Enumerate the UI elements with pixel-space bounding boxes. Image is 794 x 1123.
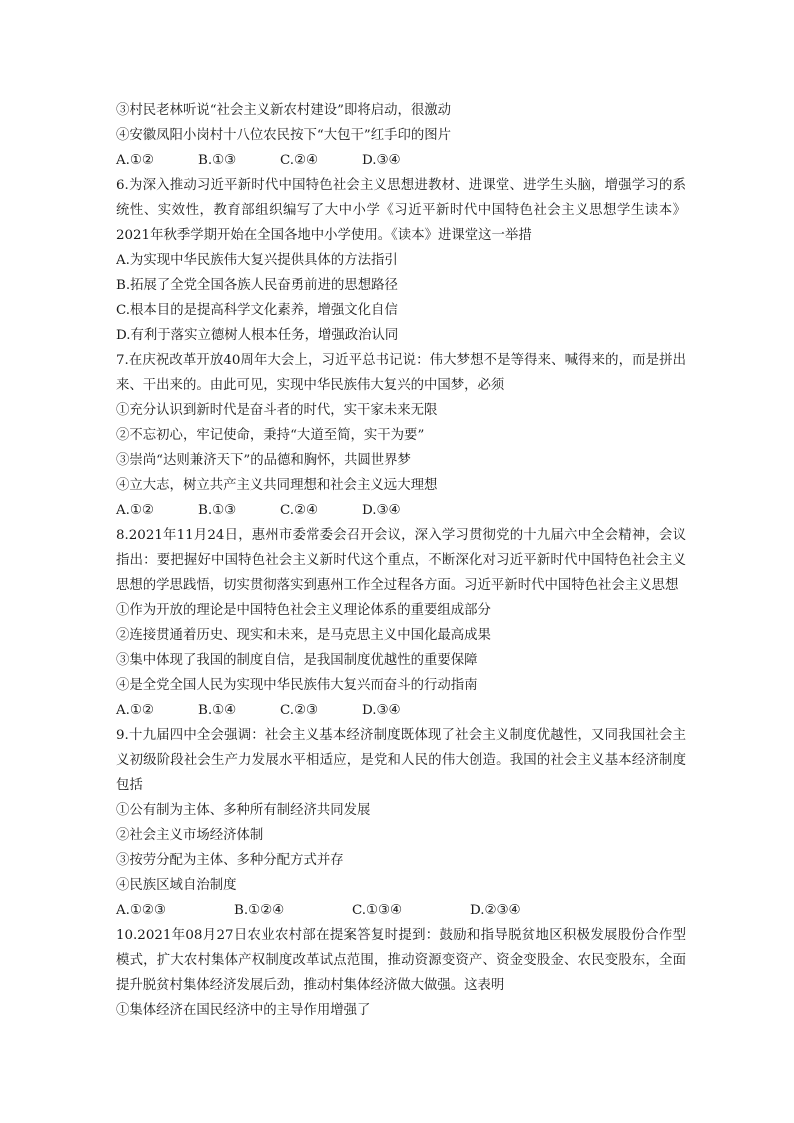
q8-item-4: ④是全党全国人民为实现中华民族伟大复兴而奋斗的行动指南 bbox=[116, 678, 478, 693]
q7-choice-b: B.①③ bbox=[198, 503, 237, 518]
q10-stem: 10.2021年08月27日农业农村部在提案答复时提到：鼓励和指导脱贫地区积极发展股份合作型模式，扩大农村集体产权制度改革试点范围，推动资源变资产、资金变股金、农民变股东，全面提升脱贫村集体经济发展后劲，推动村集体经济做大做强。这表明 bbox=[116, 928, 686, 993]
q9-item-3: ③按劳分配为主体、多种分配方式并存 bbox=[116, 853, 344, 868]
q5-option-3: ③村民老林听说“社会主义新农村建设”即将启动，很激动 bbox=[116, 103, 452, 118]
q9-item-2: ②社会主义市场经济体制 bbox=[116, 828, 264, 843]
q5-option-4: ④安徽凤阳小岗村十八位农民按下“大包干”红手印的图片 bbox=[116, 128, 452, 143]
q9-choices bbox=[116, 898, 686, 923]
q5-choice-d: D.③④ bbox=[362, 153, 401, 168]
q8-choice-c: C.②③ bbox=[280, 703, 319, 718]
q8-stem: 8.2021年11月24日，惠州市委常委会召开会议，深入学习贯彻党的十九届六中全会精神，会议指出：要把握好中国特色社会主义新时代这个重点，不断深化对习近平新时代中国特色社会主义思想的学思践悟，切实贯彻落实到惠州工作全过程各方面。习近平新时代中国特色社会主义思想 bbox=[116, 528, 686, 593]
q8-choice-d: D.③④ bbox=[362, 703, 401, 718]
q8-item-3: ③集中体现了我国的制度自信，是我国制度优越性的重要保障 bbox=[116, 653, 478, 668]
page-content bbox=[116, 98, 686, 1023]
q9-choice-b: B.①②④ bbox=[234, 903, 285, 918]
q8-choices bbox=[116, 698, 686, 723]
q5-choice-c: C.②④ bbox=[280, 153, 319, 168]
q8-item-2: ②连接贯通着历史、现实和未来，是马克思主义中国化最高成果 bbox=[116, 628, 491, 643]
q9-item-4: ④民族区域自治制度 bbox=[116, 878, 237, 893]
q10-item-1: ①集体经济在国民经济中的主导作用增强了 bbox=[116, 1003, 371, 1018]
q6-option-c: C.根本目的是提高科学文化素养，增强文化自信 bbox=[116, 303, 398, 318]
q7-item-2: ②不忘初心，牢记使命，秉持“大道至简，实干为要” bbox=[116, 428, 425, 443]
q7-choice-c: C.②④ bbox=[280, 503, 319, 518]
q9-choice-c: C.①③④ bbox=[352, 903, 403, 918]
q7-item-4: ④立大志，树立共产主义共同理想和社会主义远大理想 bbox=[116, 478, 438, 493]
q5-choices bbox=[116, 148, 686, 173]
q6-option-b: B.拓展了全党全国各族人民奋勇前进的思想路径 bbox=[116, 278, 398, 293]
q8-choice-a: A.①② bbox=[116, 703, 154, 718]
q7-choice-a: A.①② bbox=[116, 503, 154, 518]
q9-item-1: ①公有制为主体、多种所有制经济共同发展 bbox=[116, 803, 371, 818]
q6-stem: 6.为深入推动习近平新时代中国特色社会主义思想进教材、进课堂、进学生头脑，增强学习的系统性、实效性，教育部组织编写了大中小学《习近平新时代中国特色社会主义思想学生读本》2021年秋季学期开始在全国各地中小学使用。《读本》进课堂这一举措 bbox=[116, 178, 686, 243]
q9-choice-a: A.①②③ bbox=[116, 903, 166, 918]
q6-option-a: A.为实现中华民族伟大复兴提供具体的方法指引 bbox=[116, 253, 398, 268]
q5-choice-a: A.①② bbox=[116, 153, 154, 168]
q8-item-1: ①作为开放的理论是中国特色社会主义理论体系的重要组成部分 bbox=[116, 603, 491, 618]
q7-item-1: ①充分认识到新时代是奋斗者的时代，实干家未来无限 bbox=[116, 403, 438, 418]
q7-choice-d: D.③④ bbox=[362, 503, 401, 518]
q9-stem: 9.十九届四中全会强调：社会主义基本经济制度既体现了社会主义制度优越性，又同我国社会主义初级阶段社会生产力发展水平相适应，是党和人民的伟大创造。我国的社会主义基本经济制度包括 bbox=[116, 728, 686, 793]
q7-stem: 7.在庆祝改革开放40周年大会上，习近平总书记说：伟大梦想不是等得来、喊得来的，而是拼出来、干出来的。由此可见，实现中华民族伟大复兴的中国梦，必须 bbox=[116, 353, 686, 393]
q9-choice-d: D.②③④ bbox=[470, 903, 521, 918]
q5-choice-b: B.①③ bbox=[198, 153, 237, 168]
q8-choice-b: B.①④ bbox=[198, 703, 237, 718]
q7-item-3: ③崇尚“达则兼济天下”的品德和胸怀，共圆世界梦 bbox=[116, 453, 411, 468]
q6-option-d: D.有利于落实立德树人根本任务，增强政治认同 bbox=[116, 328, 399, 343]
q7-choices bbox=[116, 498, 686, 523]
